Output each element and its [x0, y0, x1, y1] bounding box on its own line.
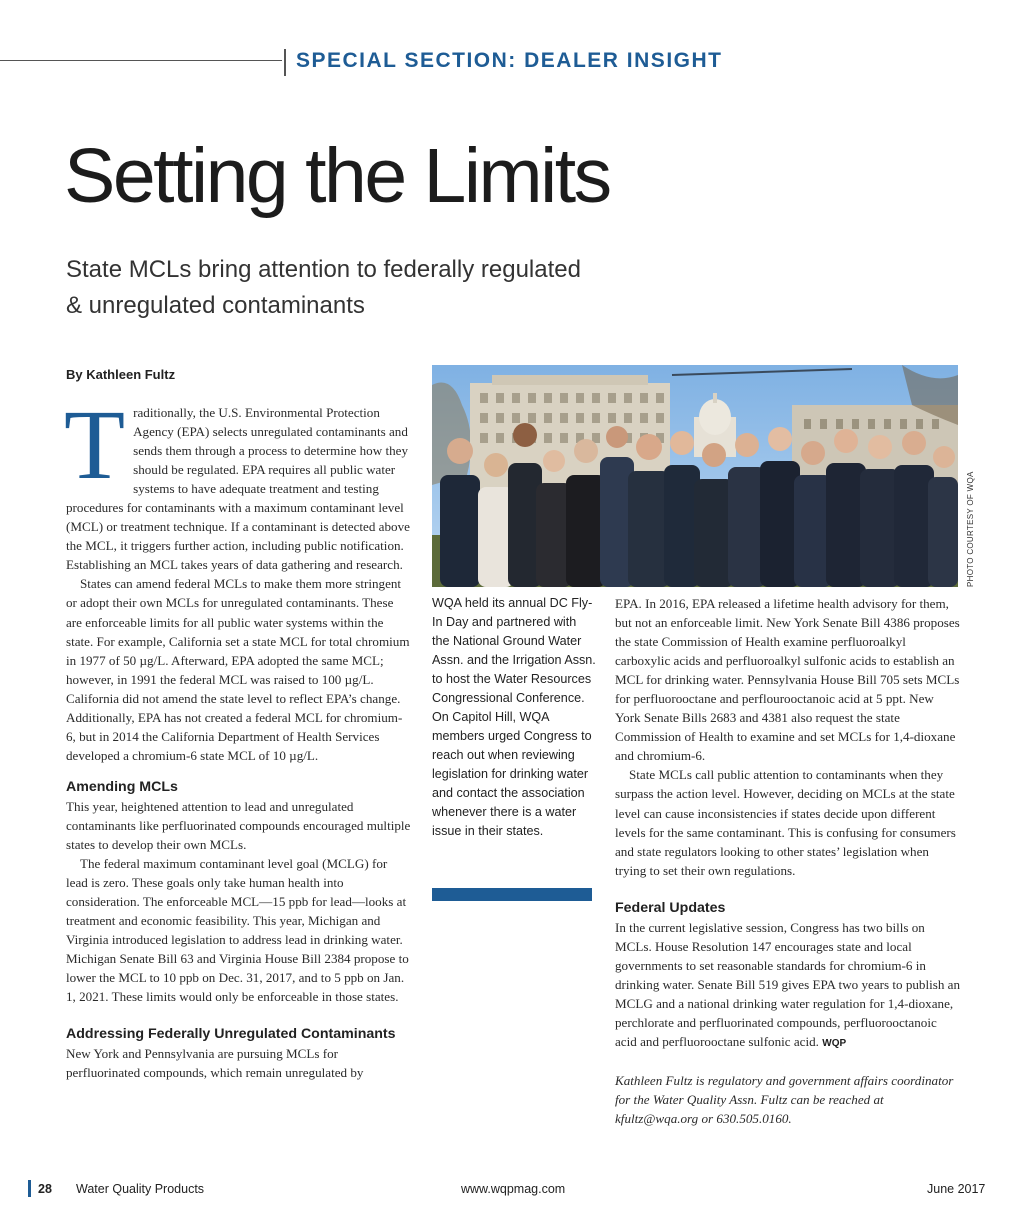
byline: By Kathleen Fultz [66, 367, 176, 382]
caption-accent-bar [432, 888, 592, 901]
photo-credit: PHOTO COURTESY OF WQA [966, 471, 975, 587]
subhead-addressing: Addressing Federally Unregulated Contaminants [66, 1026, 396, 1043]
group-photo [432, 365, 958, 587]
paragraph-text: In the current legislative session, Congress has two bills on MCLs. House Resolution 147 encourages state and local governments to set reasonable standards for chromium-6 in drinking water. Senate Bill 519 gives EPA two years to publish an MCLG and a national drinking water regulation for 1,4-dioxane, perchlorate and perfluorinated compounds, perfluorooctanoic acid and perfluorooctane sulfonic acid. [615, 919, 961, 1049]
page-number: 28 [38, 1182, 52, 1196]
photo-illustration [432, 365, 958, 587]
photo-caption: WQA held its annual DC Fly-In Day and partnered with the National Ground Water Assn. and the Irrigation Assn. to host the Water Resources Congressional Conference. On Capitol Hill, WQA members urged Congress to reach out when reviewing legislation for drinking water and contact the association whenever there is a water issue in their states. [432, 596, 596, 838]
closing-paragraph [615, 918, 960, 1053]
article-column-right [615, 594, 960, 1128]
article-subtitle: State MCLs bring attention to federally regulated & unregulated contaminants [66, 256, 581, 319]
end-mark: WQP [822, 1037, 847, 1049]
article-column-left [64, 389, 411, 1083]
article-title: Setting the Limits [64, 133, 610, 219]
header-rule [0, 60, 282, 61]
intro-paragraph [64, 389, 411, 574]
paragraph: EPA. In 2016, EPA released a lifetime health advisory for them, but not an enforceable limit. New York Senate Bill 4386 proposes the state Commission of Health examine perfluoroalkyl carboxylic acids and perfluoroalkyl sulfonic acids to establish an MCL for drinking water. Pennsylvania House Bill 705 sets MCLs for perfluorooctane and perflourooctanoic acid at 5 ppt. New York Senate Bills 2683 and 4381 also request the state Commission of Health to examine and set MCLs for 1,4-dioxane and chromium-6. [615, 596, 960, 764]
paragraph: New York and Pennsylvania are pursuing MCLs for perfluorinated compounds, which remain unregulated by [66, 1046, 364, 1081]
paragraph: This year, heightened attention to lead and unregulated contaminants like perfluorinated compounds encouraged multiple states to develop their own MCLs. [66, 798, 411, 852]
subhead-federal: Federal Updates [615, 899, 726, 916]
subhead-amending: Amending MCLs [66, 778, 178, 795]
header-divider [284, 49, 286, 76]
author-bio: Kathleen Fultz is regulatory and government affairs coordinator for the Water Quality Assn. Fultz can be reached at kfultz@wqa.org or 630.505.0160. [615, 1073, 954, 1127]
publication-name: Water Quality Products [76, 1182, 205, 1196]
paragraph: State MCLs call public attention to contaminants when they surpass the action level. However, deciding on MCLs at the state level can cause inconsistencies if states decide upon different levels for the same contaminant. This is confusing for consumers and state regulators looking to other states’ legislation when trying to set their own regulations. [615, 767, 956, 878]
paragraph: States can amend federal MCLs to make them more stringent or adopt their own MCLs for unregulated contaminants. These are enforceable limits for all public water systems within the state. For example, California set a state MCL for total chromium in 1977 of 50 µg/L. Afterward, EPA adopted the same MCL; however, in 1991 the federal MCL was raised to 100 µg/L. California did not amend the state level to reflect EPA’s change. Additionally, EPA has not created a federal MCL for chromium-6, but in 2014 the California Department of Health Services developed a chromium-6 state MCL of 10 µg/L. [66, 576, 410, 763]
drop-cap: T [64, 389, 126, 500]
section-label: SPECIAL SECTION: DEALER INSIGHT [296, 49, 723, 72]
page-number-bar [28, 1180, 31, 1197]
intro-text: raditionally, the U.S. Environmental Protection Agency (EPA) selects unregulated contaminants and sends them through a process to determine how they should be regulated. EPA requires all public water systems to have adequate treatment and testing procedures for contaminants with a maximum contaminant level (MCL) or treatment technique. If a contaminant is detected above the MCL, it triggers further action, including public notification. Establishing an MCL takes years of data gathering and research. [66, 405, 410, 573]
issue-date: June 2017 [927, 1182, 986, 1196]
website-url[interactable]: www.wqpmag.com [461, 1182, 566, 1196]
paragraph: The federal maximum contaminant level goal (MCLG) for lead is zero. These goals only take human health into consideration. The enforceable MCL—15 ppb for lead—looks at treatment and economic feasibility. This year, Michigan and Virginia introduced legislation to address lead in drinking water. Michigan Senate Bill 63 and Virginia House Bill 2384 propose to lower the MCL to 10 ppb on Dec. 31, 2017, and to 5 ppb on Jan. 1, 2021. These limits would only be enforceable in those states. [66, 856, 409, 1005]
